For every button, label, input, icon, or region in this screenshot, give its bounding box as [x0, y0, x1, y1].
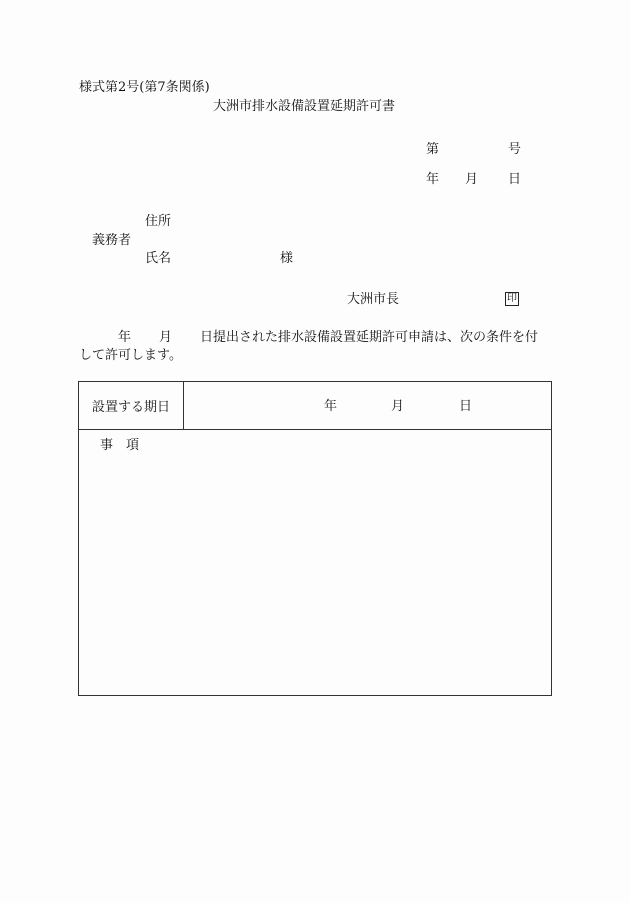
mayor-label: 大洲市長 — [347, 292, 400, 307]
application-date-year: 年 — [118, 330, 132, 345]
issue-date-month: 月 — [465, 172, 479, 187]
conditions-items-label: 事 項 — [100, 438, 140, 453]
issue-date-year: 年 — [426, 172, 440, 187]
install-period-month: 月 — [391, 399, 405, 414]
form-number-label: 様式第2号(第7条関係) — [79, 80, 210, 95]
name-label: 氏名 — [145, 251, 172, 266]
duty-holder-label: 義務者 — [92, 233, 132, 248]
install-period-row — [79, 382, 551, 430]
permit-number-prefix: 第 — [426, 142, 440, 157]
address-label: 住所 — [145, 214, 172, 229]
permit-number-suffix: 号 — [508, 142, 522, 157]
document-title: 大洲市排水設備設置延期許可書 — [213, 99, 396, 114]
honorific-sama: 様 — [280, 251, 294, 266]
body-text-line1: 日提出された排水設備設置延期許可申請は、次の条件を付 — [200, 330, 539, 345]
install-period-day: 日 — [459, 399, 473, 414]
body-text-line2: して許可します。 — [79, 348, 182, 363]
conditions-table — [78, 381, 552, 696]
install-period-label: 設置する期日 — [79, 382, 184, 429]
install-period-year: 年 — [324, 399, 338, 414]
issue-date-day: 日 — [508, 172, 522, 187]
application-date-month: 月 — [159, 330, 173, 345]
seal-icon: 印 — [507, 293, 517, 304]
